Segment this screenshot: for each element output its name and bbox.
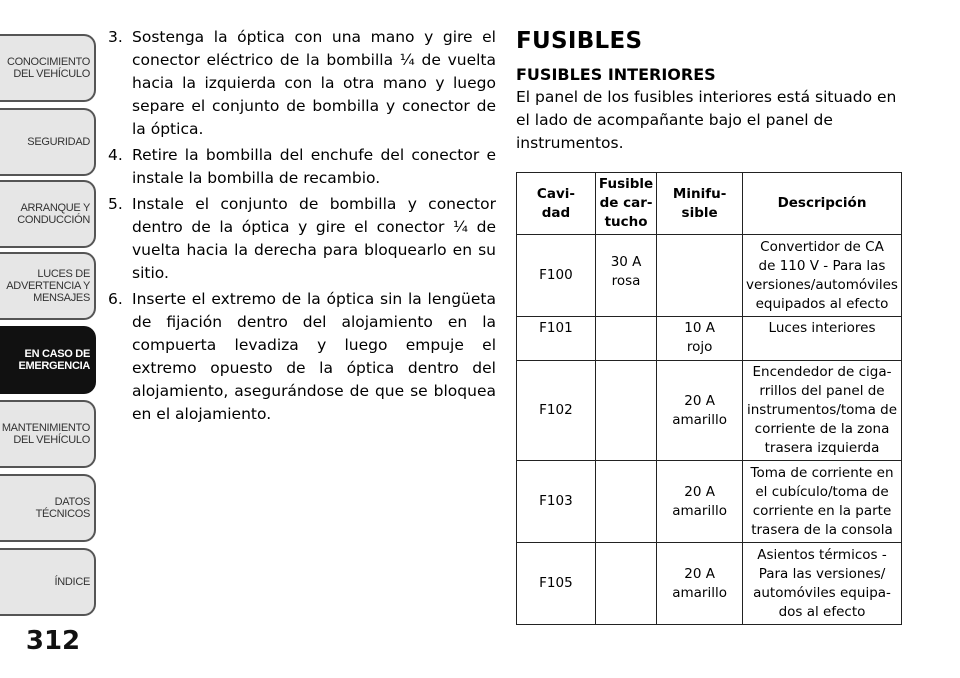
tab-luces[interactable]: LUCES DE ADVERTENCIA Y MENSAJES: [0, 252, 96, 320]
step-number: 5.: [108, 195, 123, 213]
step-item: [108, 144, 496, 190]
table-row: [517, 235, 902, 317]
step-text: Inserte el extremo de la óptica sin la lengüeta de fijación dentro del alojamiento en la compuerta levadiza y luego empuje el extremo opuesto de la óptica dentro del alojamiento, asegurándose de que se bloquea en el alojamiento.: [132, 290, 496, 423]
side-tab-nav: [0, 0, 98, 630]
description-cell: Asientos térmicos - Para las versiones/ automóviles equipa- dos al efecto: [743, 543, 902, 625]
table-row: [517, 461, 902, 543]
mini-cell: 20 A amarillo: [657, 543, 743, 625]
cavity-cell: F102: [517, 361, 596, 461]
header-description: Descripción: [743, 173, 902, 235]
cartridge-cell: [595, 461, 656, 543]
fuses-section: [516, 26, 906, 625]
description-cell: Luces interiores: [743, 317, 902, 361]
cavity-cell: F101: [517, 317, 596, 361]
header-cavity: Cavi- dad: [517, 173, 596, 235]
table-header-row: [517, 173, 902, 235]
header-mini: Minifu- sible: [657, 173, 743, 235]
mini-cell: [657, 235, 743, 317]
step-number: 6.: [108, 290, 123, 308]
tab-mantenimiento[interactable]: MANTENIMIENTO DEL VEHÍCULO: [0, 400, 96, 468]
mini-cell: 10 A rojo: [657, 317, 743, 361]
table-row: [517, 317, 902, 361]
table-row: [517, 361, 902, 461]
step-item: [108, 193, 496, 285]
cavity-cell: F100: [517, 235, 596, 317]
table-row: [517, 543, 902, 625]
cartridge-cell: [595, 543, 656, 625]
page-number: 312: [25, 626, 81, 656]
cartridge-cell: 30 A rosa: [595, 235, 656, 317]
header-cartridge: Fusible de car- tucho: [595, 173, 656, 235]
subsection-title: FUSIBLES INTERIORES: [516, 65, 716, 84]
cavity-cell: F103: [517, 461, 596, 543]
tab-emergencia[interactable]: EN CASO DE EMERGENCIA: [0, 326, 96, 394]
cavity-cell: F105: [517, 543, 596, 625]
fuse-table: [516, 172, 902, 625]
description-cell: Encendedor de ciga- rrillos del panel de instrumentos/toma de corriente de la zona trasera izquierda: [743, 361, 902, 461]
cartridge-cell: [595, 317, 656, 361]
step-text: Sostenga la óptica con una mano y gire el conector eléctrico de la bombilla ¼ de vuelta hacia la izquierda con la otra mano y luego separe el conjunto de bombilla y conector de la óptica.: [132, 28, 496, 138]
cartridge-cell: [595, 361, 656, 461]
step-item: [108, 26, 496, 141]
section-title: FUSIBLES: [516, 28, 643, 54]
step-number: 3.: [108, 28, 123, 46]
intro-text: El panel de los fusibles interiores está situado en el lado de acompañante bajo el panel de instrumentos.: [516, 88, 897, 152]
step-number: 4.: [108, 146, 123, 164]
tab-datos[interactable]: DATOS TÉCNICOS: [0, 474, 96, 542]
tab-indice[interactable]: ÍNDICE: [0, 548, 96, 616]
tab-seguridad[interactable]: SEGURIDAD: [0, 108, 96, 176]
step-text: Retire la bombilla del enchufe del conector e instale la bombilla de recambio.: [132, 146, 496, 187]
instruction-steps: [108, 26, 496, 429]
description-cell: Convertidor de CA de 110 V - Para las versiones/automóviles equipados al efecto: [743, 235, 902, 317]
tab-conocimiento[interactable]: CONOCIMIENTO DEL VEHÍCULO: [0, 34, 96, 102]
mini-cell: 20 A amarillo: [657, 461, 743, 543]
step-item: [108, 288, 496, 426]
step-text: Instale el conjunto de bombilla y conector dentro de la óptica y gire el conector ¼ de vuelta hacia la derecha para bloquearlo en su sitio.: [132, 195, 496, 282]
mini-cell: 20 A amarillo: [657, 361, 743, 461]
description-cell: Toma de corriente en el cubículo/toma de corriente en la parte trasera de la consola: [743, 461, 902, 543]
tab-arranque[interactable]: ARRANQUE Y CONDUCCIÓN: [0, 180, 96, 248]
